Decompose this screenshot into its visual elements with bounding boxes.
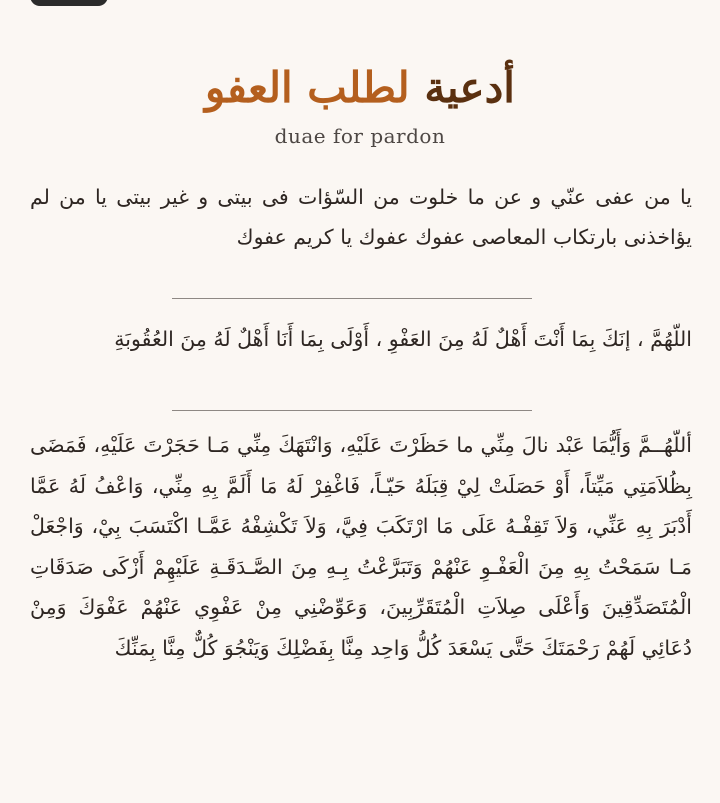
title-part-1: أدعية (424, 63, 515, 112)
divider-1 (172, 298, 532, 299)
title-part-2: لطلب العفو (205, 63, 410, 112)
dua-paragraph-1: يا من عفى عنّي و عن ما خلوت من السّؤات فى بيتى و غير بيتى يا من لم يؤاخذنى بارتكاب المعاصى عفوك عفوك يا كريم عفوك (30, 185, 692, 249)
page-title (0, 58, 720, 118)
page-subtitle: duae for pardon (274, 124, 446, 148)
divider-2 (172, 410, 532, 411)
top-pill-shape (30, 0, 108, 6)
dua-paragraph-3: أللّهُــمَّ وَأَيُّمَا عَبْد نالَ مِنِّي ما حَظَرْتَ عَلَيْهِ، وَانْتَهَكَ مِنِّي مَـا حَجَرْتَ عَلَيْهِ، فَمَضَى بِظُلاَمَتِي مَيِّتاً، أَوْ حَصَلَتْ لِيْ قِبَلَهُ حَيّـاً، فَاغْفِرْ لَهُ مَا أَلَمَّ بِهِ مِنِّي، وَاعْفُ لَهُ عَمَّا أَدْبَرَ بِهِ عَنِّي، وَلاَ تَقِفْـهُ عَلَى مَا ارْتَكَبَ فِيَّ، وَلاَ تَكْشِفْهُ عَمَّـا اكْتَسَبَ بِيْ، وَاجْعَلْ مَـا سَمَحْتُ بِهِ مِنَ الْعَفْـوِ عَنْهُمْ وَتَبَرَّعْتُ بِـهِ مِنَ الصَّـدَقَـةِ عَلَيْهِمْ أَزْكَى صَدَقَاتِ الْمُتَصَدِّقِينَ وَأَعْلَى صِلاَتِ الْمُتَقَرِّبِينَ، وَعَوِّضْنِي مِنْ عَفْوِي عَنْهُمْ عَفْوَكَ وَمِنْ دُعَائِي لَهُمْ رَحْمَتَكَ حَتَّى يَسْعَدَ كُلُّ وَاحِد مِنَّا بِفَضْلِكَ وَيَنْجُوَ كُلٌّ مِنَّا بِمَنِّكَ (30, 433, 692, 660)
dua-paragraph-2: اللّهُمَّ ، إنَكَ بِمَا أَنْتَ أَهْلٌ لَهُ مِنَ العَفْوِ ، أَوْلَى بِمَا أَنَا أَهْلٌ لَهُ مِنَ العُقُوبَةِ (114, 327, 692, 351)
